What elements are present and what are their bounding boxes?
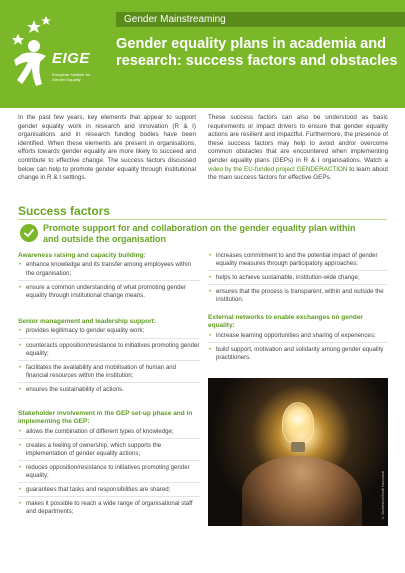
stakeholder-section — [18, 410, 200, 522]
section-heading: Awareness raising and capacity building: — [18, 252, 146, 259]
category-label: Gender Mainstreaming — [124, 14, 226, 25]
hand-shape — [242, 456, 362, 526]
list-item: • allows the combination of different types of knowledge; — [18, 428, 200, 439]
page-header — [0, 0, 405, 108]
intro-right-text: These success factors can also be understood as basic requirements or impact drivers to ensure that gender equality actions are resilient and impactful. Furthermore, the presence of these success factors may help to avoid and/or overcome common obstacles that are encountered when implementing gender equality plans (GEPs) in R & I organisations. Watch a — [208, 114, 388, 164]
lightbulb-hand-photo — [208, 378, 388, 526]
list-item: • reduces opposition/resistance to initiatives promoting gender equality; — [18, 464, 200, 483]
checkmark-icon — [20, 224, 38, 242]
success-factors-heading: Success factors — [18, 204, 111, 218]
stakeholder-continued-section — [208, 252, 388, 309]
intro-left-paragraph: In the past few years, key elements that appear to support gender equality work in research and innovation (R & I) organisations and in research funding bodies have been identified. When these elements are present in organisations, efforts towards gender equality are more likely to succeed and contribute to effective change. The success factors discussed below can help to promote gender equality through institutional change in R & I settings. — [18, 114, 196, 182]
senior-management-section — [18, 318, 200, 399]
section-heading: Senior management and leadership support: — [18, 318, 156, 325]
list-item: • build support, motivation and solidarity among gender equality practitioners. — [208, 346, 388, 364]
page-title: Gender equality plans in academia and research: success factors and obstacles — [116, 36, 398, 69]
list-item: • ensure a common understanding of what promoting gender equality through institutional change means. — [18, 284, 200, 302]
intro-right-paragraph — [208, 114, 388, 183]
section-heading: Stakeholder involvement in the GEP set-up phase and in implementing the GEP: — [18, 410, 193, 426]
divider — [18, 219, 387, 220]
logo-subtitle: European Institute for Gender Equality — [52, 72, 91, 82]
list-item: • provides legitimacy to gender equality work; — [18, 327, 200, 338]
list-item: • creates a feeling of ownership, which supports the implementation of gender equality actions; — [18, 442, 200, 461]
list-item: • increases commitment to and the potential impact of gender equality measures through participatory approaches; — [208, 252, 388, 271]
lightbulb-icon — [282, 402, 314, 444]
list-item: • enhance knowledge and its transfer among employees within the organisation; — [18, 261, 200, 280]
lightbulb-base — [291, 442, 305, 452]
section-heading: External networks to enable exchanges on gender equality: — [208, 314, 363, 330]
logo-text: EIGE — [52, 50, 90, 67]
photo-credit: © Shutterstock/Kamil Kaurzowski — [381, 471, 385, 520]
external-networks-section — [208, 314, 388, 367]
list-item: • ensures that the process is transparent, within and outside the institution. — [208, 288, 388, 306]
list-item: • guarantees that tasks and responsibilities are shared; — [18, 486, 200, 497]
promote-support-heading: Promote support for and collaboration on the gender equality plan within and outside the organisation — [43, 223, 356, 244]
list-item: • increase learning opportunities and sharing of experiences; — [208, 332, 388, 343]
list-item: • facilitates the availability and mobilisation of human and financial resources within the institution; — [18, 364, 200, 383]
genderaction-video-link[interactable]: video by the EU-funded project GENDERACTION — [208, 165, 348, 173]
list-item: • ensures the sustainability of actions. — [18, 386, 200, 396]
list-item: • helps to achieve sustainable, institution-wide change; — [208, 274, 388, 285]
awareness-section — [18, 252, 200, 305]
list-item: • counteracts opposition/resistance to initiatives promoting gender equality; — [18, 342, 200, 361]
list-item: • makes it possible to reach a wide range of organisational staff and departments; — [18, 500, 200, 518]
intro-right-text-end: to learn about the main success factors for effective GEPs. — [208, 165, 388, 182]
